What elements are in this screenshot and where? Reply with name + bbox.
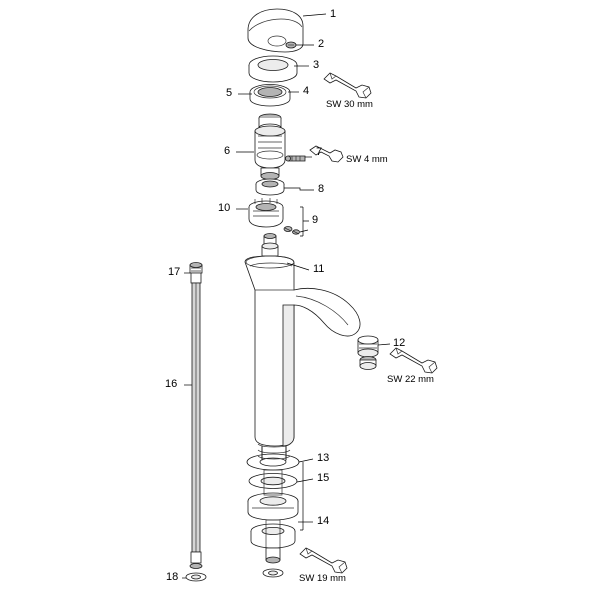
part-cartridge-base [249, 198, 283, 227]
part-washer-upper [247, 454, 299, 470]
callout-3: 3 [313, 59, 320, 71]
callout-13: 13 [317, 452, 330, 464]
tool-label-sw4: SW 4 mm [346, 154, 388, 165]
callout-16: 16 [165, 378, 178, 390]
part-cartridge [255, 114, 285, 180]
callout-6: 6 [224, 145, 231, 157]
callout-18: 18 [166, 571, 179, 583]
part-flexible-hose [186, 263, 206, 582]
callout-9: 9 [312, 214, 319, 226]
part-cap-ring [249, 56, 297, 82]
part-spout-body [245, 234, 360, 447]
callout-11: 11 [313, 263, 325, 275]
callout-1: 1 [330, 8, 337, 20]
callout-7: 7 [316, 146, 323, 158]
callout-15: 15 [317, 472, 330, 484]
wrench-icon-sw22 [390, 348, 437, 373]
part-collar-nut [250, 85, 290, 107]
callout-8: 8 [318, 183, 325, 195]
part-mounting-nut [248, 493, 298, 548]
tool-label-sw30: SW 30 mm [326, 99, 373, 110]
part-grub-screw [286, 156, 306, 161]
callout-14: 14 [317, 515, 330, 527]
callout-10: 10 [218, 202, 231, 214]
part-retaining-nut [256, 179, 284, 195]
wrench-icon-sw4 [310, 146, 343, 162]
callout-2: 2 [318, 38, 325, 50]
tool-label-sw19: SW 19 mm [299, 573, 346, 584]
callout-5: 5 [226, 87, 233, 99]
part-seal-kit [284, 227, 300, 235]
callout-17: 17 [168, 266, 181, 278]
callout-4: 4 [303, 85, 310, 97]
wrench-icon-sw19 [300, 548, 347, 573]
part-gasket [249, 474, 297, 489]
wrench-icon-sw30 [324, 73, 371, 98]
tool-label-sw22: SW 22 mm [387, 374, 434, 385]
part-aerator [358, 336, 378, 370]
part-screw [286, 42, 296, 48]
callout-12: 12 [393, 337, 406, 349]
